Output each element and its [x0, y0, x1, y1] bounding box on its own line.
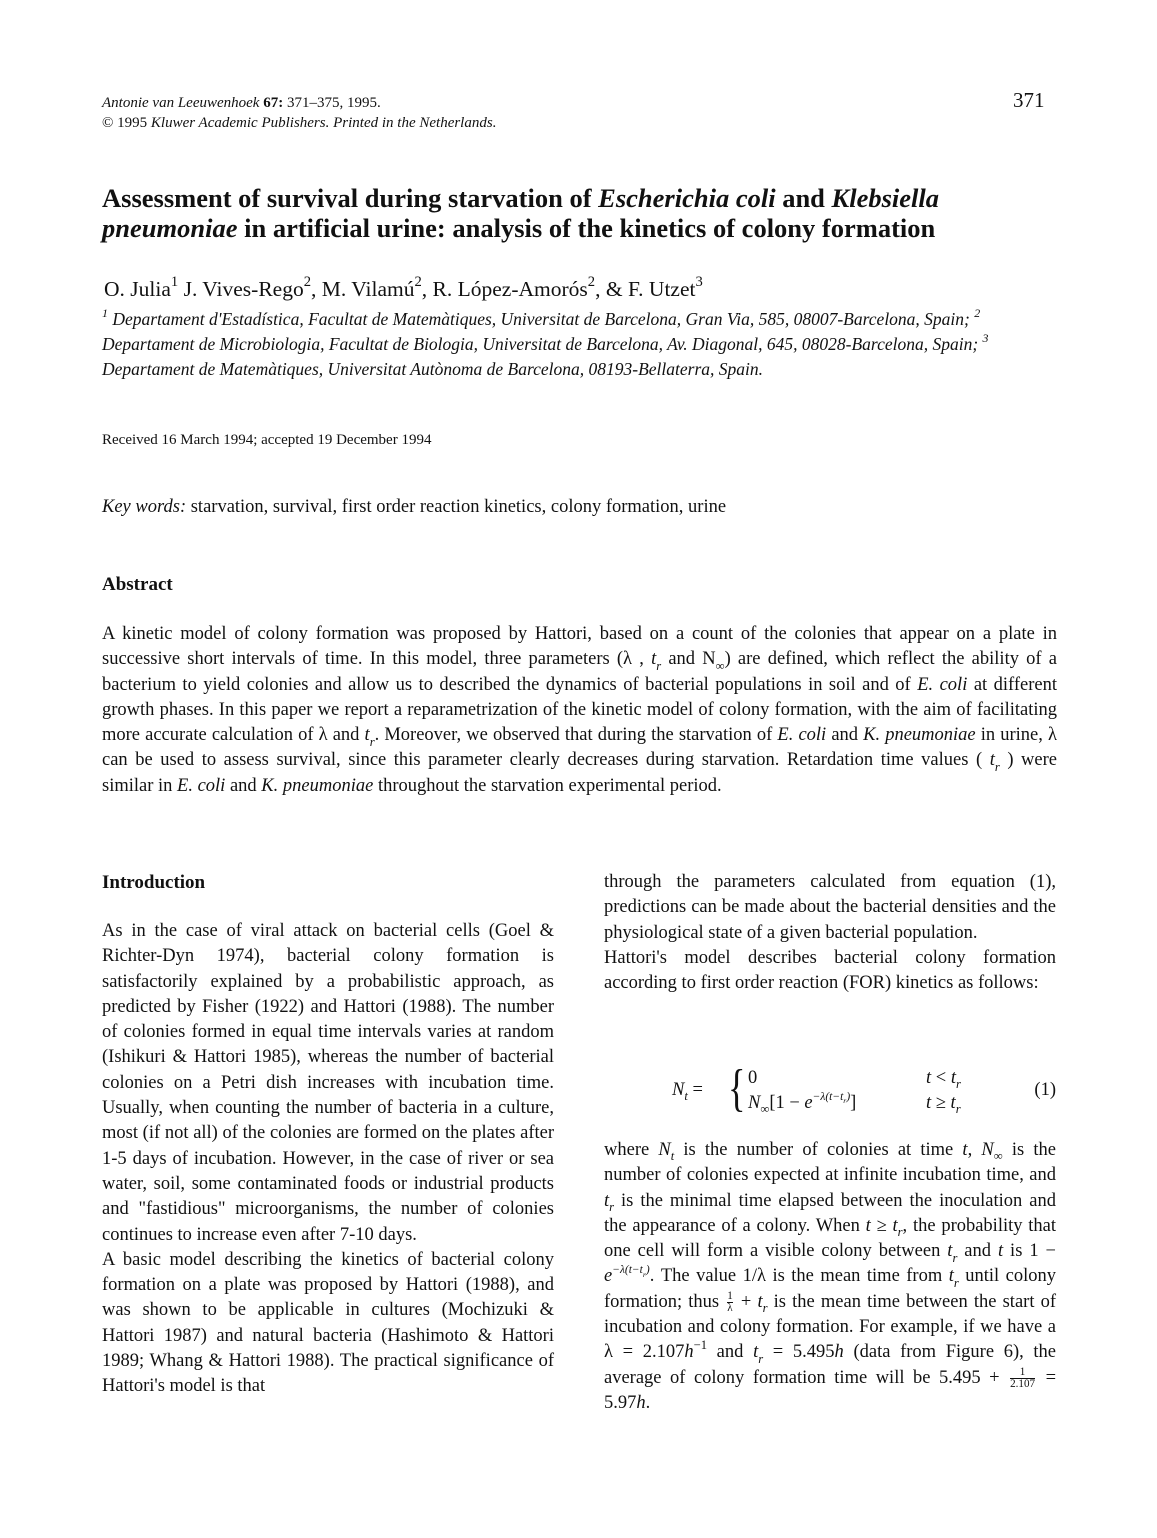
abstract-text: and N	[661, 649, 716, 670]
intro-right-column-continued	[604, 1138, 1056, 1416]
body-text: .	[645, 1392, 651, 1413]
var-h: h	[834, 1342, 844, 1363]
intro-left-column	[102, 919, 554, 1400]
author: J. Vives-Rego	[178, 277, 304, 301]
abstract-text: in urine, λ can be used to assess survival, since this parameter clearly decreases during starvation. Retardation time values (	[102, 725, 1057, 771]
var-t: t	[757, 1291, 763, 1312]
body-text: is the number of colonies expected at infinite incubation time, and	[604, 1140, 1056, 1186]
var-t: t	[948, 1266, 954, 1287]
species: K. pneumoniae	[863, 725, 976, 746]
var-t: t	[947, 1241, 953, 1262]
copyright-line	[102, 113, 496, 133]
var-sub: r	[656, 658, 662, 673]
var-t: t	[950, 1068, 956, 1088]
var-t: t	[364, 725, 370, 746]
exponent: −λ(t−t	[612, 1264, 643, 1277]
var-sub: t	[684, 1089, 688, 1104]
affiliations	[102, 307, 1062, 382]
operator: <	[931, 1068, 951, 1088]
var-sub: t	[670, 1149, 675, 1164]
author-affil-mark: 2	[303, 274, 312, 291]
author-affil-mark: 2	[414, 274, 422, 291]
var-t: t	[604, 1190, 610, 1211]
body-text: ≥	[870, 1215, 893, 1236]
var-sub: r	[955, 1077, 961, 1092]
body-text: is the mean time between the start of incubation and colony formation. For example, if we have a λ = 2.107	[604, 1291, 1057, 1363]
var-e: e	[804, 1093, 813, 1113]
affil-text: Departament de Matemàtiques, Universitat Autònoma de Barcelona, 08193-Bellaterra, Spain.	[102, 359, 764, 379]
species: K. pneumoniae	[261, 775, 374, 796]
var-sub: r	[758, 1351, 764, 1366]
var-t: t	[753, 1342, 759, 1363]
abstract-text: throughout the starvation experimental period.	[373, 775, 722, 796]
var-t: t	[962, 1140, 968, 1160]
introduction-heading: Introduction	[102, 872, 206, 893]
author-affil-mark: 2	[587, 274, 596, 291]
var-t: t	[989, 750, 995, 771]
intro-paragraph: Hattori's model describes bacterial colony formation according to first order reaction (FOR) kinetics as follows:	[604, 947, 1056, 994]
case2-value	[748, 1090, 857, 1117]
author: , R. López-Amorós	[421, 277, 588, 301]
abstract-text: . Moreover, we observed that during the starvation of	[374, 725, 778, 746]
body-text: . The value 1/λ is the mean time from	[649, 1266, 949, 1287]
affil-mark: 3	[982, 330, 989, 345]
body-text: +	[734, 1291, 758, 1312]
body-text: is the number of colonies at time	[674, 1140, 963, 1160]
fraction-denominator: 2.107	[1010, 1377, 1036, 1390]
fraction-1-over-2107	[1010, 1367, 1035, 1390]
var-h: h	[684, 1342, 694, 1363]
body-text: and	[707, 1342, 754, 1363]
body-text: , the probability that one cell will form a visible colony between	[604, 1215, 1057, 1262]
keywords-label: Key words:	[102, 497, 187, 517]
author: , M. Vilamú	[311, 277, 415, 301]
affil-mark: 1	[102, 305, 108, 320]
var-h: h	[636, 1392, 646, 1413]
body-text: is the minimal time elapsed between the inoculation and the appearance of a colony. When	[604, 1190, 1056, 1236]
body-text: and	[957, 1241, 998, 1262]
author-affil-mark: 1	[170, 274, 179, 291]
var-sub: r	[953, 1275, 959, 1290]
var-n: N	[981, 1140, 994, 1160]
fraction-denominator: λ	[727, 1302, 733, 1315]
authors	[104, 274, 703, 302]
title-part: Assessment of survival during starvation of	[102, 183, 599, 213]
left-brace: {	[728, 1060, 746, 1117]
var-sub: r	[994, 759, 1000, 774]
title-species: Escherichia coli	[598, 183, 776, 213]
body-text: (data from Figure 6), the average of colony formation time will be 5.495 +	[604, 1342, 1057, 1388]
intro-paragraph: A basic model describing the kinetics of bacterial colony formation on a plate was proposed by Hattori (1988), and was shown to be applicable in cultures (Mochizuki & Hattori 1987) and natural bacteria (Hashimoto & Hattori 1989; Whang & Hattori 1988). The practical significance of Hattori's model is that	[102, 1249, 554, 1397]
affil-text: Departament de Microbiologia, Facultat de Biologia, Universitat de Barcelona, Av. Diagonal, 645, 08028-Barcelona, Spain;	[102, 334, 983, 354]
var-t: t	[892, 1215, 898, 1236]
exponent: −1	[693, 1337, 708, 1352]
keywords-text: starvation, survival, first order reaction kinetics, colony formation, urine	[186, 497, 727, 517]
author: O. Julia	[104, 277, 171, 301]
var-t: t	[926, 1068, 932, 1088]
equation-lhs	[672, 1080, 703, 1104]
author-affil-mark: 3	[695, 274, 703, 291]
body-text: until colony formation; thus	[604, 1266, 1056, 1312]
var-t: t	[651, 649, 657, 670]
copyright-year: 1995	[113, 115, 151, 131]
case1-value: 0	[748, 1068, 758, 1088]
equation-number: (1)	[1034, 1080, 1056, 1100]
citation-line	[102, 93, 496, 113]
paper-title	[102, 183, 1062, 243]
copyright-symbol: ©	[102, 115, 114, 131]
exponent: −λ(t−t	[812, 1090, 844, 1103]
page-number: 371	[1013, 88, 1045, 112]
eq-part: ]	[850, 1093, 857, 1113]
intro-paragraph: through the parameters calculated from equation (1), predictions can be made about the bacterial densities and the physiological state of a given bacterial population.	[604, 872, 1056, 943]
abstract-text: and	[225, 775, 262, 796]
body-text: where	[604, 1140, 659, 1160]
intro-right-column	[604, 870, 1056, 996]
var-sub: r	[952, 1250, 958, 1265]
abstract-body	[102, 622, 1057, 799]
abstract-text: at different growth phases. In this paper we report a reparametrization of the kinetic model of colony formation, with the aim of facilitating more accurate calculation of λ and	[102, 674, 1057, 746]
keywords	[102, 497, 726, 518]
var-sub: ∞	[715, 658, 725, 673]
case1-condition	[926, 1068, 961, 1092]
affil-text: Departament d'Estadística, Facultat de Matemàtiques, Universitat de Barcelona, Gran Via, 585, 08007-Barcelona, Spain;	[107, 309, 975, 329]
pages-year: 371–375, 1995.	[283, 95, 381, 111]
printed-note: Printed in the Netherlands.	[329, 115, 497, 131]
abstract-heading: Abstract	[102, 574, 173, 595]
var-sub: r	[609, 1199, 615, 1214]
exponent-close: )	[645, 1264, 650, 1277]
var-t: t	[997, 1241, 1004, 1262]
var-t: t	[865, 1215, 871, 1236]
case2-condition	[926, 1093, 961, 1117]
var-n: N	[672, 1080, 685, 1100]
volume: 67:	[263, 95, 284, 111]
fraction-1-over-lambda	[727, 1291, 733, 1314]
var-sub: r	[955, 1102, 961, 1117]
var-sub: ∞	[760, 1102, 770, 1117]
var-t: t	[926, 1093, 932, 1113]
var-n: N	[658, 1140, 671, 1160]
body-text: = 5.97	[604, 1367, 1056, 1413]
equals-sign: =	[687, 1080, 703, 1100]
exponent-close: )	[846, 1090, 851, 1103]
var-sub: r	[762, 1301, 768, 1316]
operator: ≥	[931, 1093, 951, 1113]
body-text: is 1 −	[1003, 1241, 1056, 1262]
affil-mark: 2	[974, 305, 981, 320]
species: E. coli	[917, 674, 968, 695]
equation-1	[604, 1060, 1056, 1121]
var-sub: r	[369, 734, 375, 749]
fraction-numerator: 1	[727, 1289, 733, 1302]
fraction-numerator: 1	[1010, 1367, 1035, 1379]
abstract-text: and	[826, 725, 864, 746]
abstract-text: A kinetic model of colony formation was proposed by Hattori, based on a count of the colonies that appear on a plate in successive short intervals of time. In this model, three parameters (λ ,	[102, 624, 1057, 670]
var-sub: r	[642, 1269, 646, 1279]
eq-part: [1 −	[769, 1093, 805, 1113]
author: , & F. Utzet	[595, 277, 696, 301]
var-n: N	[748, 1093, 761, 1113]
publisher: Kluwer Academic Publishers.	[150, 115, 330, 131]
journal-citation	[102, 93, 496, 133]
journal-name: Antonie van Leeuwenhoek	[102, 95, 260, 111]
title-part: in artificial urine: analysis of the kinetics of colony formation	[237, 213, 936, 243]
abstract-text: ) are defined, which reflect the ability of a bacterium to yield colonies and allow us to described the dynamics of bacterial populations in soil and of	[102, 649, 1057, 695]
var-t: t	[950, 1093, 956, 1113]
body-text: ,	[967, 1140, 982, 1160]
received-dates: Received 16 March 1994; accepted 19 December 1994	[102, 432, 432, 448]
species: E. coli	[777, 725, 827, 746]
var-sub: r	[843, 1096, 847, 1106]
intro-paragraph: As in the case of viral attack on bacterial cells (Goel & Richter-Dyn 1974), bacterial colony formation is satisfactorily explained by a probabilistic approach, as predicted by Fisher (1922) and Hattori (1988). The number of colonies formed in equal time intervals varies at random (Ishikuri & Hattori 1985), whereas the number of bacterial colonies on a Petri dish increases with incubation time. Usually, when counting the number of bacteria in a culture, most (if not all) of the colonies are formed on the plates after 1-5 days of incubation. However, in the case of river or sea water, soil, some contaminated foods or industrial products and "fastidious" microorganisms, the number of colonies continues to increase even after 7-10 days.	[102, 921, 554, 1245]
body-text: = 5.495	[763, 1342, 835, 1363]
var-e: e	[604, 1266, 613, 1287]
title-species: Klebsiella pneumoniae	[102, 183, 940, 243]
title-part: and	[775, 183, 832, 213]
var-sub: ∞	[993, 1149, 1003, 1164]
abstract-text: ) were similar in	[102, 750, 1058, 796]
species: E. coli	[177, 775, 226, 796]
var-sub: r	[897, 1225, 903, 1240]
